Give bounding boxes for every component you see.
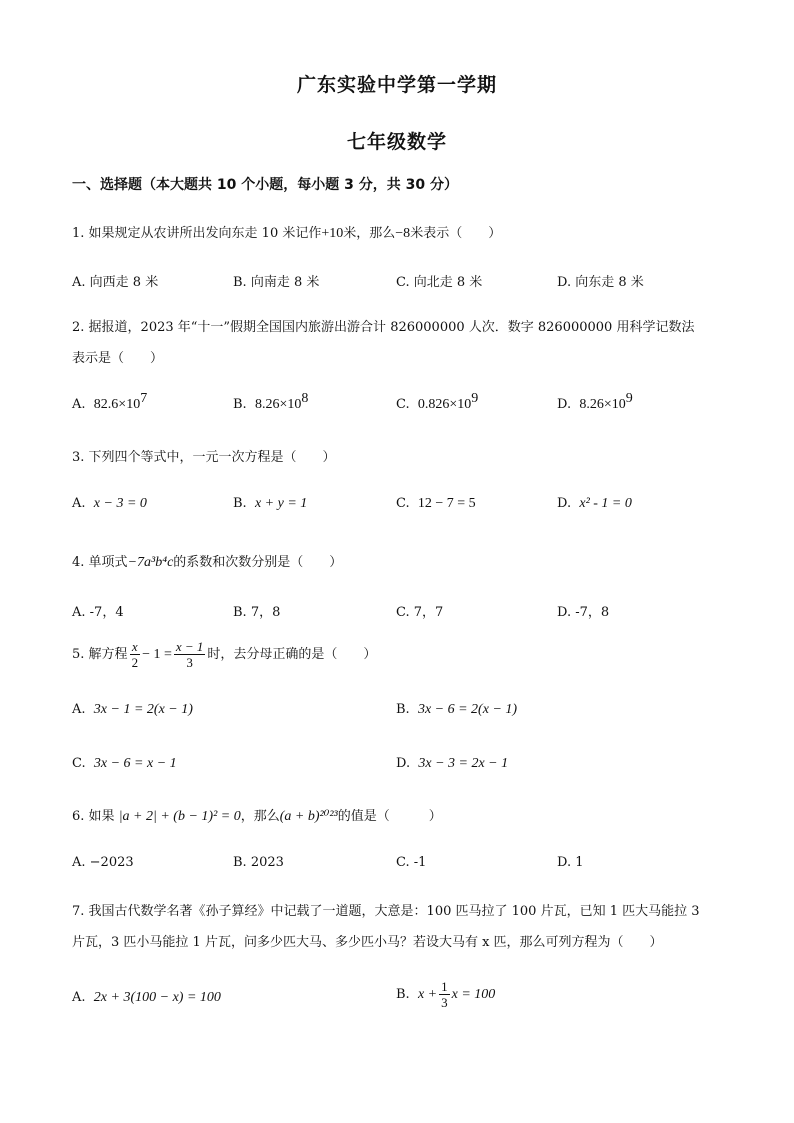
q5-option-b: B. 3x − 6 = 2(x − 1) bbox=[396, 702, 518, 717]
fraction-x-over-2: $\frac{x}{2}$ bbox=[131, 639, 139, 670]
q6-option-c: C. -1 bbox=[396, 855, 427, 870]
subject-title: 七年级数学 bbox=[346, 131, 447, 153]
q1-option-a: A. 向西走 8 米 bbox=[72, 275, 159, 290]
q3-option-d: D. x² - 1 = 0 bbox=[557, 496, 632, 511]
q1-option-c: C. 向北走 8 米 bbox=[396, 275, 483, 290]
question-3: 3. 下列四个等式中，一元一次方程是（ ） bbox=[72, 450, 336, 465]
question-2-line-1: 2. 据报道，2023 年“十一”假期全国国内旅游出游合计 826000000 人次．数字 826000000 用科学记数法 bbox=[72, 320, 695, 335]
q5-option-a: A. 3x − 1 = 2(x − 1) bbox=[72, 702, 193, 717]
q1-option-b: B. 向南走 8 米 bbox=[233, 275, 320, 290]
q5-option-d: D. 3x − 3 = 2x − 1 bbox=[396, 756, 509, 771]
q3-option-c: C. 12 − 7 = 5 bbox=[396, 496, 476, 511]
question-1: 1. 如果规定从农讲所出发向东走 10 米记作+10米，那么−8米表示（ ） bbox=[72, 226, 502, 241]
question-6: 6. 如果 |a + 2| + (b − 1)² = 0，那么(a + b)²⁰²³的值是（ ） bbox=[72, 809, 442, 824]
q2-option-d: D. $8.26\times 10^9$ bbox=[557, 391, 633, 412]
section-heading: 一、选择题（本大题共 10 个小题，每小题 3 分，共 30 分） bbox=[72, 177, 458, 193]
fraction-one-third: $\frac{1}{3}$ bbox=[441, 979, 448, 1010]
question-4: 4. 单项式−7a³b⁴c的系数和次数分别是（ ） bbox=[72, 555, 343, 570]
question-5: 5. 解方程 $\frac{x}{2}$ − 1 = $\frac{x - 1}{3}$ 时，去分母正确的是（ ） bbox=[72, 639, 377, 670]
q6-option-d: D. 1 bbox=[557, 855, 584, 870]
q4-option-a: A. -7，4 bbox=[72, 605, 124, 620]
question-2-line-2: 表示是（ ） bbox=[72, 351, 164, 366]
question-7-line-2: 片瓦，3 匹小马能拉 1 片瓦，问多少匹大马、多少匹小马？若设大马有 x 匹，那么可列方程为（ ） bbox=[72, 935, 663, 950]
q3-option-a: A. x − 3 = 0 bbox=[72, 496, 147, 511]
question-7-line-1: 7. 我国古代数学名著《孙子算经》中记载了一道题，大意是：100 匹马拉了 100 片瓦，已知 1 匹大马能拉 3 bbox=[72, 904, 700, 919]
q5-option-c: C. 3x − 6 = x − 1 bbox=[72, 756, 177, 771]
q4-option-c: C. 7，7 bbox=[396, 605, 444, 620]
q6-option-b: B. 2023 bbox=[233, 855, 284, 870]
fraction-x-minus-1-over-3: $\frac{x - 1}{3}$ bbox=[175, 639, 204, 670]
q3-option-b: B. x + y = 1 bbox=[233, 496, 308, 511]
q6-option-a: A. −2023 bbox=[72, 855, 134, 870]
school-title: 广东实验中学第一学期 bbox=[296, 74, 497, 96]
q2-option-a: A. $82.6\times 10^7$ bbox=[72, 391, 148, 412]
q7-option-a: A. 2x + 3(100 − x) = 100 bbox=[72, 990, 221, 1005]
q2-option-b: B. $8.26\times 10^8$ bbox=[233, 391, 309, 412]
q1-option-d: D. 向东走 8 米 bbox=[557, 275, 644, 290]
q7-option-b: B. x + $\frac{1}{3}$ x = 100 bbox=[396, 979, 496, 1010]
q4-option-d: D. -7，8 bbox=[557, 605, 610, 620]
q2-option-c: C. $0.826\times 10^9$ bbox=[396, 391, 479, 412]
q4-option-b: B. 7，8 bbox=[233, 605, 281, 620]
